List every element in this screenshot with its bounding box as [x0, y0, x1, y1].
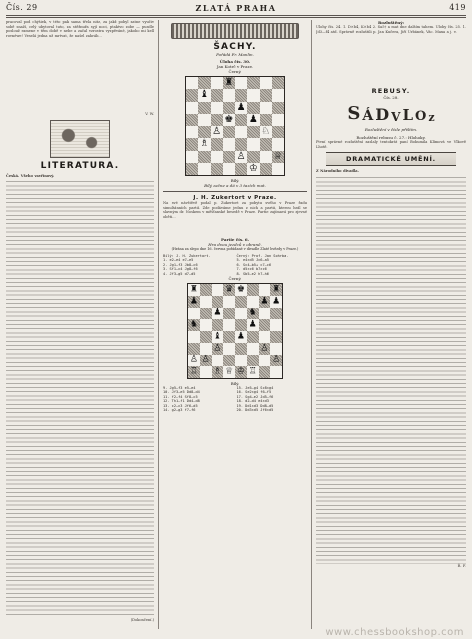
move-row: 10. Jf3—e5 Dd8—d4	[163, 390, 200, 395]
board-square	[235, 366, 247, 378]
board-square	[188, 319, 200, 331]
watermark: www.chessbookshop.com	[325, 627, 464, 638]
player-black: Černý: Prof. Jan Sohrba.	[236, 254, 289, 258]
board-square	[272, 126, 284, 138]
board-square	[259, 284, 271, 296]
board-square	[247, 331, 259, 343]
board-square	[186, 151, 198, 163]
problem-author: Jan Kotrč v Praze.	[216, 64, 254, 69]
board-square	[272, 77, 284, 89]
chess-piece-icon: ♞	[248, 307, 257, 318]
board-square	[260, 77, 272, 89]
move-row: 15. Je5—g4 Sc8×g4	[236, 386, 274, 391]
board-square	[198, 163, 210, 175]
board1-bottom-label: Bílý.	[230, 178, 240, 183]
divider	[163, 191, 307, 192]
move-row: 17. Sg4—e2 Jd5—f6	[236, 394, 274, 399]
column-divider	[311, 20, 312, 629]
move-row: 13. c2—c3 Jf6—d5	[163, 403, 198, 408]
board-square	[211, 151, 223, 163]
board-square	[200, 366, 212, 378]
board-square	[259, 319, 271, 331]
board-square	[200, 319, 212, 331]
moves-list-bottom	[163, 386, 307, 412]
board-square	[235, 331, 247, 343]
board-square	[223, 77, 235, 89]
rebus-glyph: S	[347, 103, 361, 124]
board-square	[212, 284, 224, 296]
board-square	[188, 366, 200, 378]
chess-piece-icon: ♟	[260, 296, 269, 307]
board-square	[200, 284, 212, 296]
drama-signature: Ř. F.	[457, 563, 466, 568]
drama-subhead: Z Národního divadla.	[316, 169, 359, 174]
board-square	[235, 284, 247, 296]
board-square	[270, 296, 282, 308]
drama-banner	[326, 152, 456, 166]
column-rebus-drama	[316, 20, 466, 629]
board-square	[247, 138, 259, 150]
board-square	[235, 138, 247, 150]
board-square	[223, 284, 235, 296]
board-square	[198, 138, 210, 150]
board-square	[188, 284, 200, 296]
move-row: 9. Jg5—f3 e5—e4	[163, 386, 196, 391]
board-square	[247, 284, 259, 296]
board-square	[212, 308, 224, 320]
chess-ornament-top	[171, 23, 299, 39]
board-square	[235, 89, 247, 101]
board-square	[186, 126, 198, 138]
board-square	[235, 163, 247, 175]
board-square	[247, 77, 259, 89]
board-square	[235, 102, 247, 114]
chess-piece-icon: ♙	[212, 126, 222, 138]
chess-board-game	[187, 283, 283, 379]
board-square	[188, 343, 200, 355]
board-square	[223, 126, 235, 138]
move-row: 8. Sb5—e2 h7—h6	[236, 271, 269, 276]
board-square	[200, 308, 212, 320]
rebus-glyph: O	[415, 109, 427, 124]
board-square	[212, 331, 224, 343]
board-square	[235, 355, 247, 367]
move-row: 2. Jg1—f3 Jb8—c6	[163, 262, 198, 267]
move-row: 11. f2—f4 Sf8—c5	[163, 394, 198, 399]
board-square	[247, 355, 259, 367]
text-signature: V. W.	[145, 112, 154, 116]
game-title: Partie čís. 6.	[220, 237, 250, 242]
chess-piece-icon: ♟	[213, 307, 222, 318]
chess-piece-icon: ♜	[272, 284, 281, 295]
board-square	[188, 296, 200, 308]
board-square	[200, 296, 212, 308]
board-square	[260, 102, 272, 114]
chess-editor: Pořádá Fr. Manlin.	[216, 52, 254, 57]
board-square	[198, 102, 210, 114]
board-square	[259, 331, 271, 343]
board-square	[223, 163, 235, 175]
board-square	[247, 308, 259, 320]
board-square	[272, 151, 284, 163]
board-square	[200, 331, 212, 343]
board-square	[260, 151, 272, 163]
solutions-title: Rozluštěný:	[377, 20, 405, 25]
rebus-subtitle: Čís. 28.	[383, 95, 399, 100]
board-square	[270, 343, 282, 355]
chess-piece-icon: ♝	[199, 89, 209, 101]
board-square	[235, 77, 247, 89]
board-square	[211, 126, 223, 138]
game-note: (Hrána za slepo dne 16. června pořádané v divadle Zlaté hvězdy v Praze.)	[171, 247, 299, 251]
chess-piece-icon: ♞	[189, 319, 198, 330]
literature-vignette	[50, 120, 110, 158]
board-square	[198, 114, 210, 126]
board-square	[247, 126, 259, 138]
board-square	[235, 296, 247, 308]
move-row: 5. e4×d5 Jc6—a5	[236, 258, 269, 263]
board-square	[186, 102, 198, 114]
rebus-glyph: Á	[362, 108, 374, 124]
board-square	[247, 163, 259, 175]
chess-section-title: ŠACHY.	[213, 42, 257, 52]
board-square	[198, 77, 210, 89]
drama-title: DRAMATICKÉ UMĚNÍ.	[346, 155, 436, 164]
board2-bottom-label: Bílý.	[230, 381, 240, 387]
board-square	[223, 102, 235, 114]
board-square	[223, 308, 235, 320]
header-rule-2	[6, 17, 466, 18]
chess-piece-icon: ♟	[248, 113, 258, 125]
chess-piece-icon: ♚	[224, 113, 234, 125]
section-title-literature: LITERATURA.	[40, 160, 120, 171]
board-square	[211, 77, 223, 89]
moves-column	[163, 386, 234, 412]
board-square	[235, 114, 247, 126]
board-square	[259, 296, 271, 308]
issue-number: Čís. 29	[6, 3, 38, 12]
rebus-glyph: V	[391, 110, 401, 124]
chess-piece-icon: ♔	[248, 162, 258, 174]
board-square	[223, 89, 235, 101]
board-square	[198, 126, 210, 138]
board-square	[247, 296, 259, 308]
board-square	[235, 343, 247, 355]
rebus-solvers: Ptvní správné rozluštění zaslaly tentokrát paní Bohumila Klímová ve Vlkově Lhotě.	[316, 140, 466, 149]
board-square	[212, 366, 224, 378]
game-subtitle: Hra dvou jezdců v obraně.	[208, 242, 262, 247]
review-body	[6, 178, 154, 618]
rebus-title: REBUSY.	[371, 87, 411, 95]
chess-piece-icon: ♔	[236, 366, 245, 377]
moves-column	[237, 386, 308, 412]
board-square	[223, 343, 235, 355]
board-square	[247, 319, 259, 331]
board-square	[260, 89, 272, 101]
move-row: 12. Th1—f1 Dd4—d8	[163, 399, 200, 404]
rebus-glyph: L	[402, 106, 414, 124]
board-square	[270, 366, 282, 378]
board-square	[260, 126, 272, 138]
chess-piece-icon: ♟	[248, 319, 257, 330]
board-square	[211, 138, 223, 150]
board-square	[247, 151, 259, 163]
rebus-solution: Rozluštění rebusu č. 27.: Hlohoky.	[356, 135, 426, 140]
board-square	[223, 319, 235, 331]
board-square	[223, 366, 235, 378]
board-square	[186, 163, 198, 175]
board-square	[259, 343, 271, 355]
board-square	[223, 151, 235, 163]
board-square	[223, 331, 235, 343]
move-row: 18. d2—d4 e4×d3	[236, 399, 269, 404]
chess-piece-icon: ♕	[273, 150, 283, 162]
board-square	[235, 319, 247, 331]
chess-piece-icon: ♚	[236, 284, 245, 295]
board-square	[188, 308, 200, 320]
chess-piece-icon: ♙	[236, 150, 246, 162]
rebus-glyph: D	[375, 105, 390, 124]
board-square	[188, 355, 200, 367]
rebus-caption: Rozluštění v čísle příštím.	[364, 127, 418, 132]
move-row: 6. Sc4—b5+ c7—c6	[236, 262, 272, 267]
board-square	[259, 308, 271, 320]
chess-piece-icon: ♙	[201, 354, 210, 365]
board-square	[272, 114, 284, 126]
review-subhead: Česká. Všeho vavřínový.	[6, 173, 55, 178]
move-row: 3. Sf1—c4 Jg8—f6	[163, 267, 198, 272]
solutions-text: Úlohy čís. 24. 1. D×b4, K×b4 2. Sa5† a mat dne dalším tahem. Úlohy čís. 25. 1. Jd3—f4 atd. Správně rozluštili p. Jan Kučera, Jiří Urbánek, Vác. Maxa a j. v.	[316, 25, 466, 34]
move-row: 1. e2—e4 e7—e5	[163, 258, 194, 263]
board-square	[247, 102, 259, 114]
board-square	[247, 114, 259, 126]
chess-piece-icon: ♘	[261, 126, 271, 138]
header-rule	[6, 15, 466, 16]
move-row: 4. Jf3—g5 d7—d5	[163, 271, 196, 276]
board-square	[223, 355, 235, 367]
drama-text	[316, 174, 466, 564]
problem-number: Úloha čís. 30.	[219, 59, 251, 64]
board-square	[211, 114, 223, 126]
board-square	[212, 355, 224, 367]
magazine-title: ZLATÁ PRAHA	[195, 3, 277, 13]
board-square	[235, 151, 247, 163]
board-square	[235, 308, 247, 320]
board-square	[200, 355, 212, 367]
board-square	[223, 138, 235, 150]
chess-piece-icon: ♝	[213, 331, 222, 342]
board-square	[200, 343, 212, 355]
board-square	[188, 331, 200, 343]
player-white: Bílý: J. H. Zukertort.	[163, 254, 211, 258]
moves-list-top	[163, 258, 307, 276]
review-end: (Dokončení.)	[130, 618, 154, 623]
board-square	[272, 163, 284, 175]
chess-piece-icon: ♛	[225, 284, 234, 295]
chess-piece-icon: ♜	[189, 284, 198, 295]
chess-piece-icon: ♗	[199, 138, 209, 150]
board-square	[247, 89, 259, 101]
chess-board-problem	[185, 76, 285, 176]
chess-piece-icon: ♗	[213, 366, 222, 377]
board-square	[272, 138, 284, 150]
board-square	[259, 366, 271, 378]
board-square	[235, 126, 247, 138]
board-square	[260, 163, 272, 175]
rebus-glyph: z	[428, 111, 435, 124]
board-square	[212, 319, 224, 331]
board-square	[198, 151, 210, 163]
board-square	[186, 77, 198, 89]
chess-piece-icon: ♖	[189, 366, 198, 377]
board-square	[186, 114, 198, 126]
board-square	[212, 343, 224, 355]
moves-column	[163, 258, 234, 276]
chess-piece-icon: ♜	[224, 77, 234, 89]
board-square	[211, 89, 223, 101]
board-square	[270, 331, 282, 343]
board-square	[247, 366, 259, 378]
page-header	[6, 3, 466, 15]
board-square	[186, 89, 198, 101]
move-row: 14. g2—g3 f7—f6	[163, 408, 196, 413]
board-square	[270, 308, 282, 320]
column-literature	[6, 20, 154, 629]
board-square	[223, 114, 235, 126]
rebus-picture	[316, 103, 466, 124]
chess-piece-icon: ♟	[236, 101, 246, 113]
chess-piece-icon: ♙	[213, 343, 222, 354]
board-square	[211, 163, 223, 175]
board-square	[260, 114, 272, 126]
move-row: 19. Dd1×d3 Dd8—d5	[236, 403, 274, 408]
moves-column	[237, 258, 308, 276]
move-row: 20. Dd3×d5 Jf6×d5	[236, 408, 274, 413]
board-square	[198, 89, 210, 101]
board-square	[247, 343, 259, 355]
board-square	[272, 89, 284, 101]
chess-piece-icon: ♙	[260, 343, 269, 354]
column-chess	[163, 20, 307, 629]
board-square	[260, 138, 272, 150]
chess-piece-icon: ♟	[236, 331, 245, 342]
chess-piece-icon: ♕	[225, 366, 234, 377]
move-row: 16. Se2×g4 f6—f5	[236, 390, 272, 395]
board-square	[270, 284, 282, 296]
board-square	[259, 355, 271, 367]
board-square	[211, 102, 223, 114]
problem-caption: Bílý začne a dá v 3 tazích mat.	[204, 183, 266, 188]
move-row: 7. d5×c6 b7×c6	[236, 267, 267, 272]
board-square	[272, 102, 284, 114]
chess-piece-icon: ♖	[248, 366, 257, 377]
match-title: J. H. Zukertort v Praze.	[193, 195, 277, 201]
chess-piece-icon: ♙	[272, 354, 281, 365]
chess-piece-icon: ♙	[189, 354, 198, 365]
match-text: Na své návštěvě podal p. Zukertort za pobytu svého v Praze řadu simultánních partií. Zde podáváme jednu z nich a partii, kterou hrál se slavným dr. Noskem v měšťanské besedě v Praze. Partie zajímavá pro zjevné oběti...	[163, 201, 307, 219]
board-square	[223, 296, 235, 308]
board2-top-label: Černý.	[228, 276, 242, 282]
chess-piece-icon: ♟	[272, 296, 281, 307]
board1-top-label: Černý.	[228, 69, 242, 74]
continued-text: pracoval pod chýšiek, v této pak sama třela nitz, za jakž pobyl zatne vyučiv sobě snaží, celý ubytoval tuto, za stěžnuřa syjí noci, ptaktvo zobe — pusdle poslouž ramene v těm době v nebe a začal vzrostra vyzpěváné, jakoho mi kell rovnéwe! Veselá jedna už mrtvat, že našel zahráb...	[6, 20, 154, 38]
chess-piece-icon: ♟	[189, 296, 198, 307]
column-divider	[158, 20, 159, 629]
board-square	[270, 355, 282, 367]
page-number: 419	[449, 3, 466, 12]
board-square	[212, 296, 224, 308]
board-square	[270, 319, 282, 331]
board-square	[186, 138, 198, 150]
